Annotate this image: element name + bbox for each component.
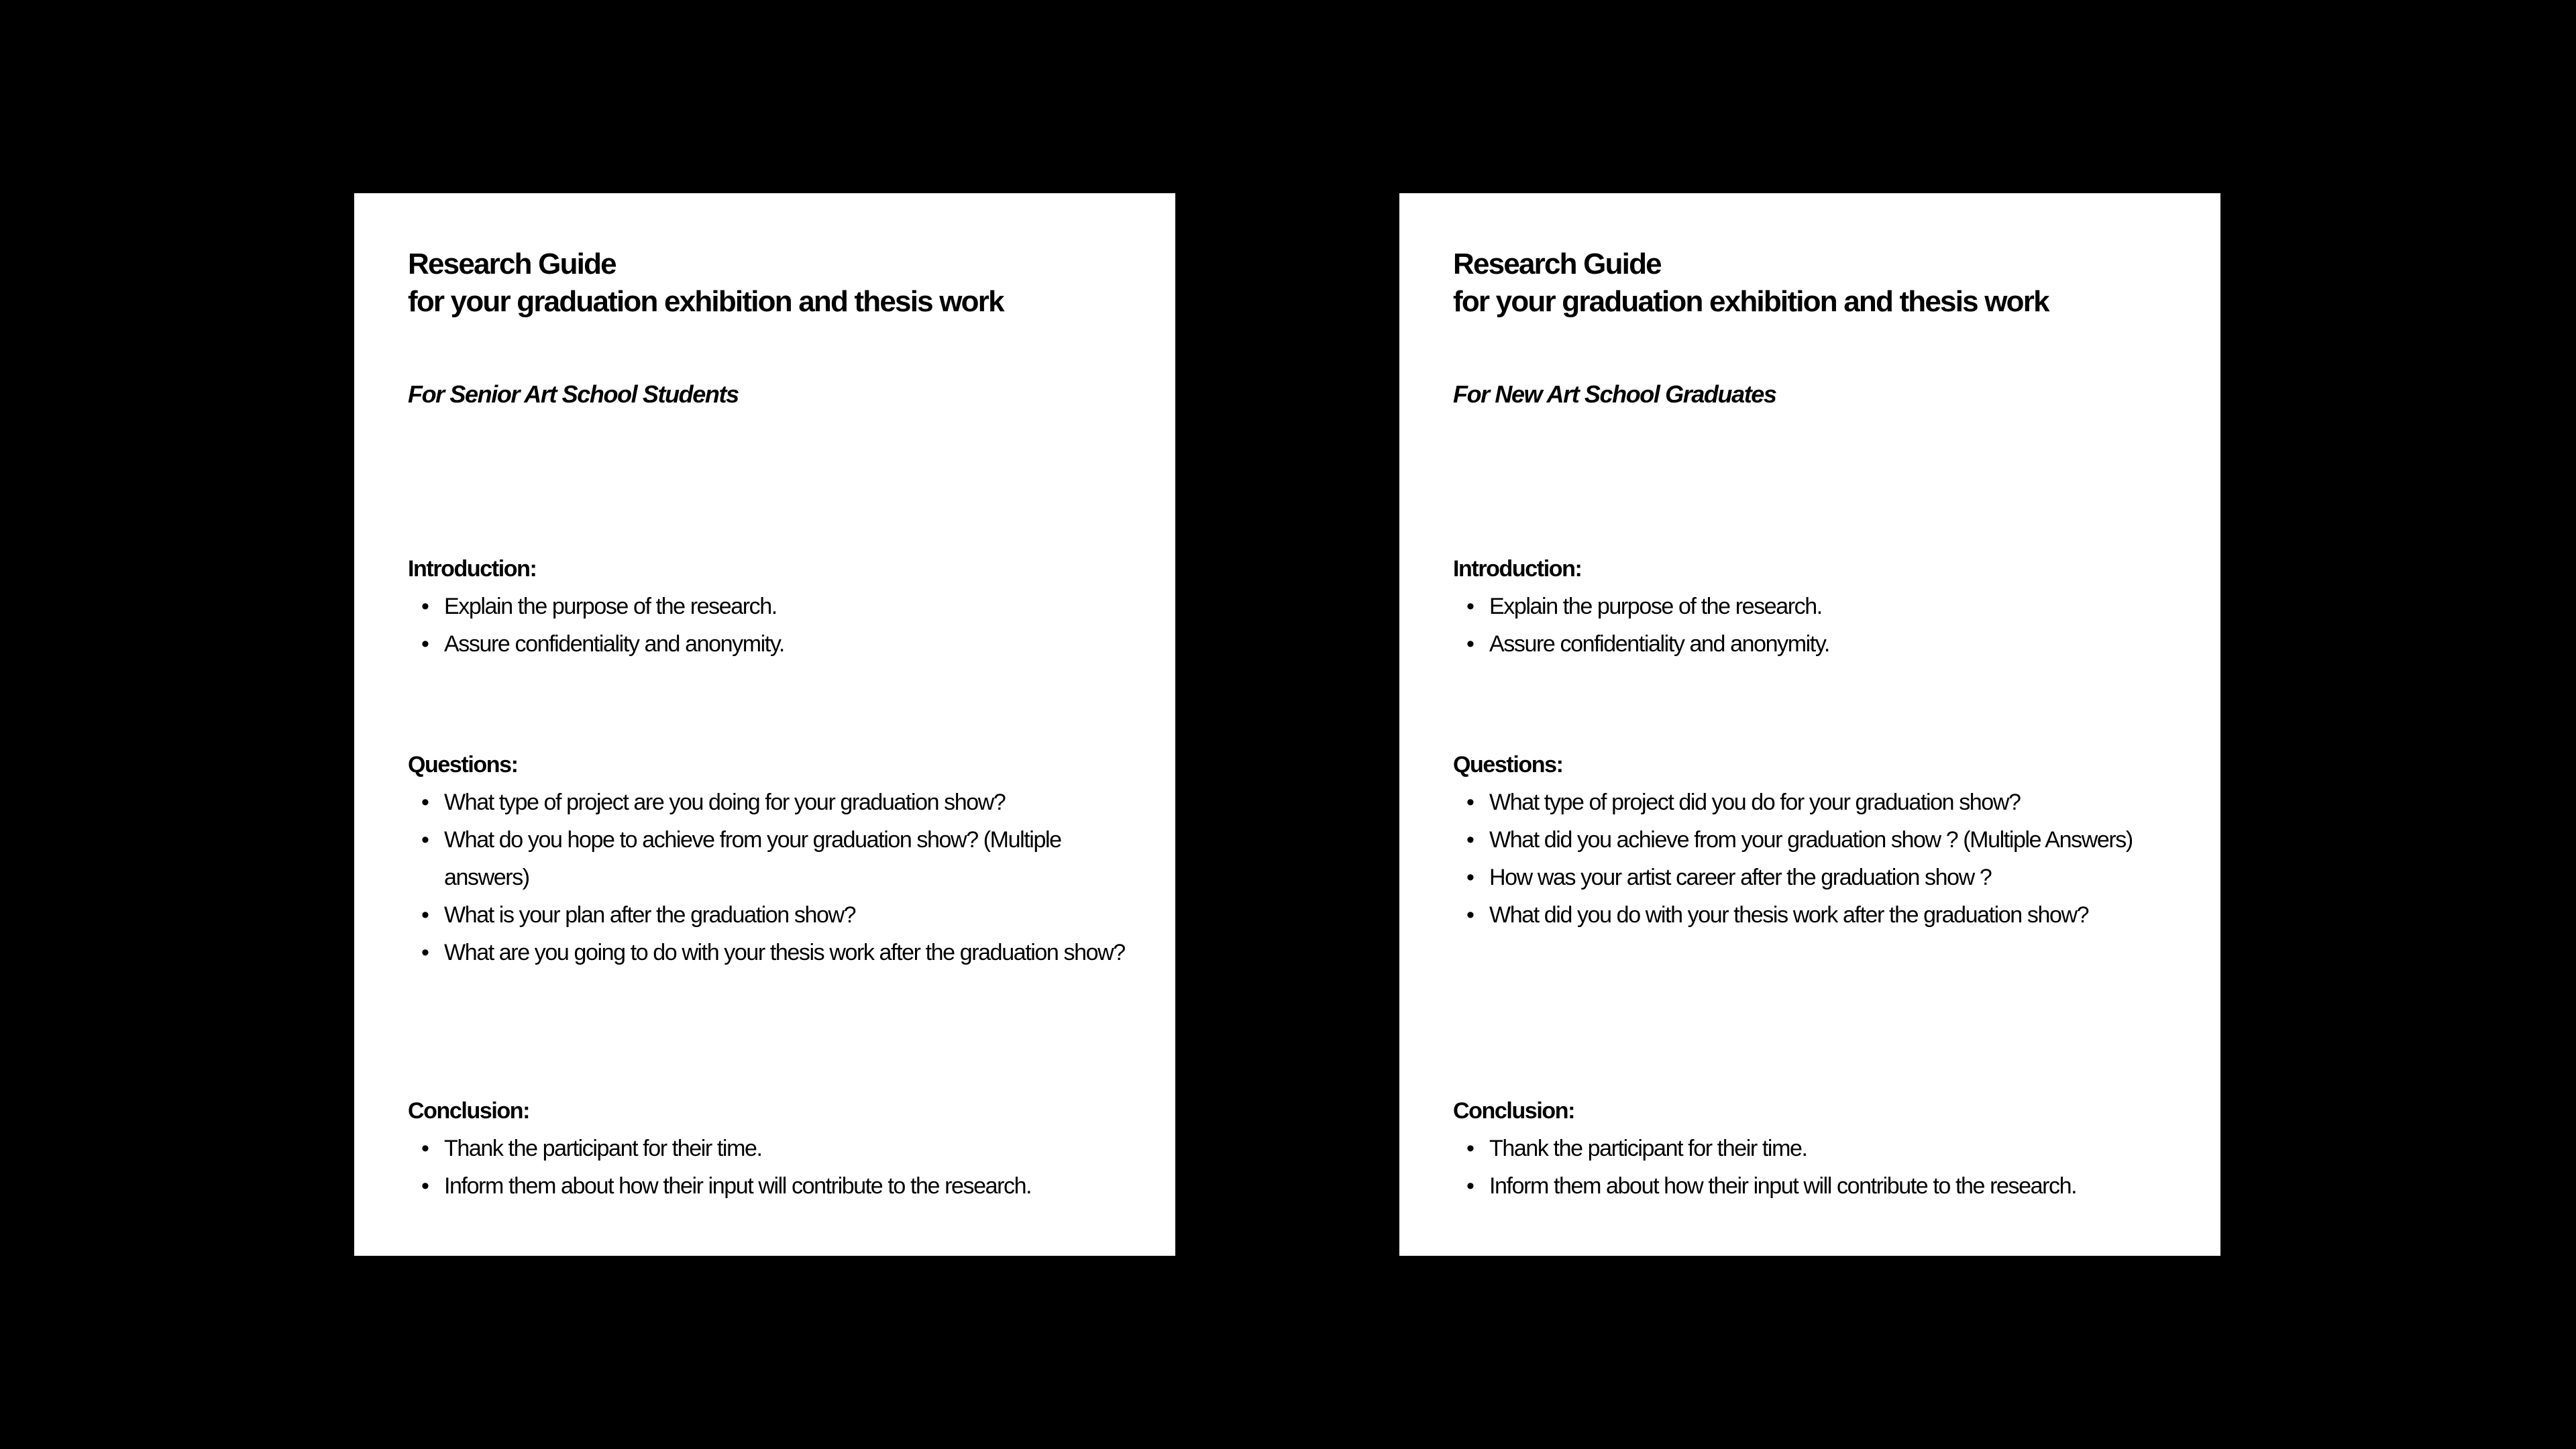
list-item: • What did you do with your thesis work after the graduation show?	[1453, 896, 2171, 934]
questions-list	[408, 784, 1126, 971]
conclusion-heading: Conclusion:	[408, 1098, 530, 1124]
questions-heading: Questions:	[1453, 752, 1563, 777]
introduction-section	[408, 550, 1126, 663]
introduction-section	[1453, 550, 2171, 663]
questions-section	[408, 746, 1126, 971]
audience-subtitle: For Senior Art School Students	[408, 380, 739, 408]
questions-section	[1453, 746, 2171, 934]
research-guide-card-graduates	[1399, 193, 2220, 1256]
audience-subtitle: For New Art School Graduates	[1453, 380, 1776, 408]
title-line-1: Research Guide	[1453, 248, 1661, 280]
introduction-list	[1453, 588, 2171, 663]
list-item: • Inform them about how their input will contribute to the research.	[408, 1167, 1126, 1205]
card-title	[1453, 246, 2191, 321]
list-item: • Thank the participant for their time.	[1453, 1130, 2171, 1167]
conclusion-list	[408, 1130, 1126, 1205]
title-line-1: Research Guide	[408, 248, 616, 280]
title-line-2: for your graduation exhibition and thesis work	[1453, 285, 2049, 318]
conclusion-section	[408, 1092, 1126, 1205]
questions-list	[1453, 784, 2171, 934]
list-item: • Explain the purpose of the research.	[1453, 588, 2171, 625]
list-item: • What do you hope to achieve from your graduation show? (Multiple answers)	[408, 821, 1126, 896]
research-guide-card-senior	[354, 193, 1175, 1256]
list-item: • Assure confidentiality and anonymity.	[408, 625, 1126, 663]
conclusion-heading: Conclusion:	[1453, 1098, 1575, 1124]
list-item: • What type of project are you doing for your graduation show?	[408, 784, 1126, 821]
list-item: • Assure confidentiality and anonymity.	[1453, 625, 2171, 663]
title-line-2: for your graduation exhibition and thesis work	[408, 285, 1004, 318]
questions-heading: Questions:	[408, 752, 518, 777]
list-item: • What is your plan after the graduation show?	[408, 896, 1126, 934]
list-item: • What type of project did you do for your graduation show?	[1453, 784, 2171, 821]
list-item: • How was your artist career after the graduation show ?	[1453, 859, 2171, 896]
introduction-list	[408, 588, 1126, 663]
list-item: • What are you going to do with your thesis work after the graduation show?	[408, 934, 1126, 971]
list-item: • Explain the purpose of the research.	[408, 588, 1126, 625]
conclusion-section	[1453, 1092, 2171, 1205]
list-item: • Thank the participant for their time.	[408, 1130, 1126, 1167]
list-item: • Inform them about how their input will contribute to the research.	[1453, 1167, 2171, 1205]
conclusion-list	[1453, 1130, 2171, 1205]
list-item: • What did you achieve from your graduation show ? (Multiple Answers)	[1453, 821, 2171, 859]
introduction-heading: Introduction:	[408, 556, 537, 582]
card-title	[408, 246, 1146, 321]
introduction-heading: Introduction:	[1453, 556, 1582, 582]
